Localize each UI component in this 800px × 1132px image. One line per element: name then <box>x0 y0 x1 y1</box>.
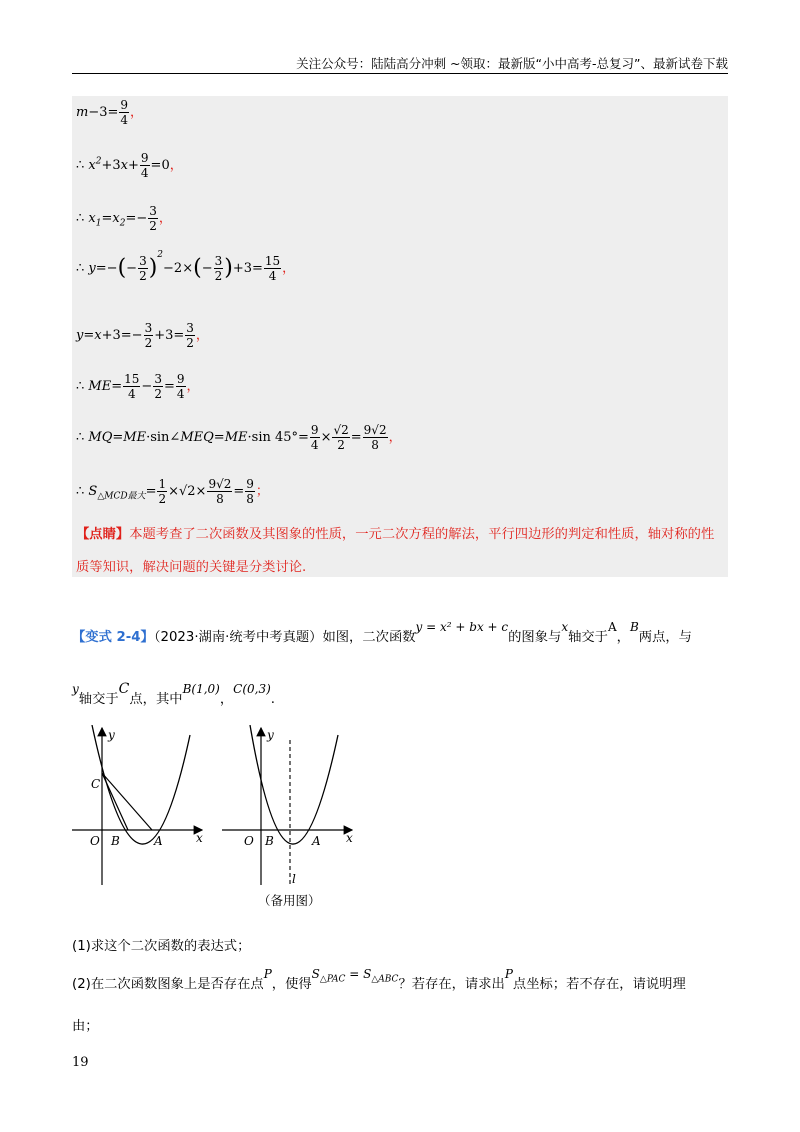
parabola-curve <box>250 725 338 844</box>
equation-line-1: m−3= $\frac{9}{4}$ ， <box>76 98 144 127</box>
equation-line-7: ∴ MQ=ME·sin∠MEQ=ME·sin 45°= $\frac{9}{4}$ × $\frac{√2}{2}$ = $\frac{9√2}{8}$ ， <box>76 423 402 452</box>
equation-line-2: ∴ $x^2+3x+$ $\frac{9}{4}$ =0， <box>76 151 183 180</box>
figure-1 <box>72 725 203 885</box>
label-y: y <box>108 728 115 742</box>
question-2-text: ，使得 <box>271 977 312 992</box>
problem-text: 点，其中 <box>129 692 183 707</box>
problem-text: 的图象与 <box>508 630 562 645</box>
comment-text: 本题考查了二次函数及其图象的性质，一元二次方程的解法，平行四边形的判定和性质，轴对称的性质等知识，解决问题的关键是分类讨论. <box>76 527 715 575</box>
label-b: B <box>265 834 274 848</box>
function-expression: y = x² + bx + c <box>415 620 509 634</box>
comment-note <box>76 518 726 584</box>
question-2-text: ？若存在，请求出 <box>398 977 505 992</box>
page-header: 关注公众号：陆陆高分冲刺 ~领取：最新版“小中高考-总复习”、最新试卷下载 <box>296 56 728 71</box>
equation-line-6: ∴ ME= $\frac{15}{4}$ − $\frac{3}{2}$ = $\frac{9}{4}$ ， <box>76 372 200 401</box>
problem-text: ， <box>219 692 234 707</box>
problem-text: ， <box>616 630 630 645</box>
label-b: B <box>111 834 120 848</box>
comment-label: 【点睛】 <box>76 527 130 542</box>
var-y: y <box>72 682 79 696</box>
figure-diagrams <box>72 725 372 920</box>
equation-line-5: y=x+3=− $\frac{3}{2}$ +3= $\frac{3}{2}$ ， <box>76 321 209 350</box>
equation-line-3: ∴ $x_1=x_2=-$ $\frac{3}{2}$ ， <box>76 204 172 233</box>
figure-2 <box>222 725 353 908</box>
point-c-coord: C(0,3) <box>233 682 271 696</box>
equation-line-8: ∴ $S_{\triangle MCD最大}=$ $\frac{1}{2}$ ×√2× $\frac{9√2}{8}$ = $\frac{9}{8}$ ； <box>76 477 269 506</box>
label-x: x <box>196 831 203 845</box>
question-2-text: (2)在二次函数图象上是否存在点 <box>72 977 264 992</box>
problem-text: 两点，与 <box>638 630 692 645</box>
label-l: l <box>292 872 296 886</box>
problem-statement-line-2 <box>72 681 728 707</box>
problem-tag: 【变式 2-4】 <box>72 630 154 645</box>
area-equation: $S_{\triangle PAC} = S_{\triangle ABC}$ <box>311 967 399 985</box>
figure-caption: （备用图） <box>258 893 321 908</box>
question-2-continued: 由； <box>72 1019 99 1034</box>
problem-source: （2023·湖南·统考中考真题）如图，二次函数 <box>153 630 416 645</box>
point-b: B <box>629 620 639 634</box>
label-a: A <box>154 834 163 848</box>
segment-cb <box>102 773 128 830</box>
equation-line-4: ∴ y=−(− $\frac{3}{2}$ )$^2$−2×(− $\frac{3}{2}$ )+3= $\frac{15}{4}$ ， <box>76 249 296 283</box>
point-p: P <box>263 967 272 981</box>
question-2-text: 点坐标；若不存在，请说明理 <box>512 977 686 992</box>
problem-text: . <box>270 692 276 707</box>
page-number: 19 <box>72 1055 89 1070</box>
label-c: C <box>91 777 101 791</box>
segment-ca <box>102 773 152 830</box>
var-x: x <box>561 620 569 634</box>
solution-block <box>72 96 728 577</box>
problem-text: 轴交于 <box>78 692 119 707</box>
problem-text: 轴交于 <box>568 630 608 645</box>
problem-statement-line-1 <box>72 620 728 645</box>
point-c: C <box>118 681 130 697</box>
question-2 <box>72 967 728 994</box>
label-y: y <box>267 728 274 742</box>
point-a: A <box>607 620 617 634</box>
header-divider <box>72 73 728 74</box>
label-o: O <box>244 834 254 848</box>
label-x: x <box>346 831 353 845</box>
point-b-coord: B(1,0) <box>182 682 220 696</box>
point-p: P <box>504 967 513 981</box>
label-o: O <box>90 834 100 848</box>
label-a: A <box>312 834 321 848</box>
question-1: (1)求这个二次函数的表达式； <box>72 939 251 954</box>
